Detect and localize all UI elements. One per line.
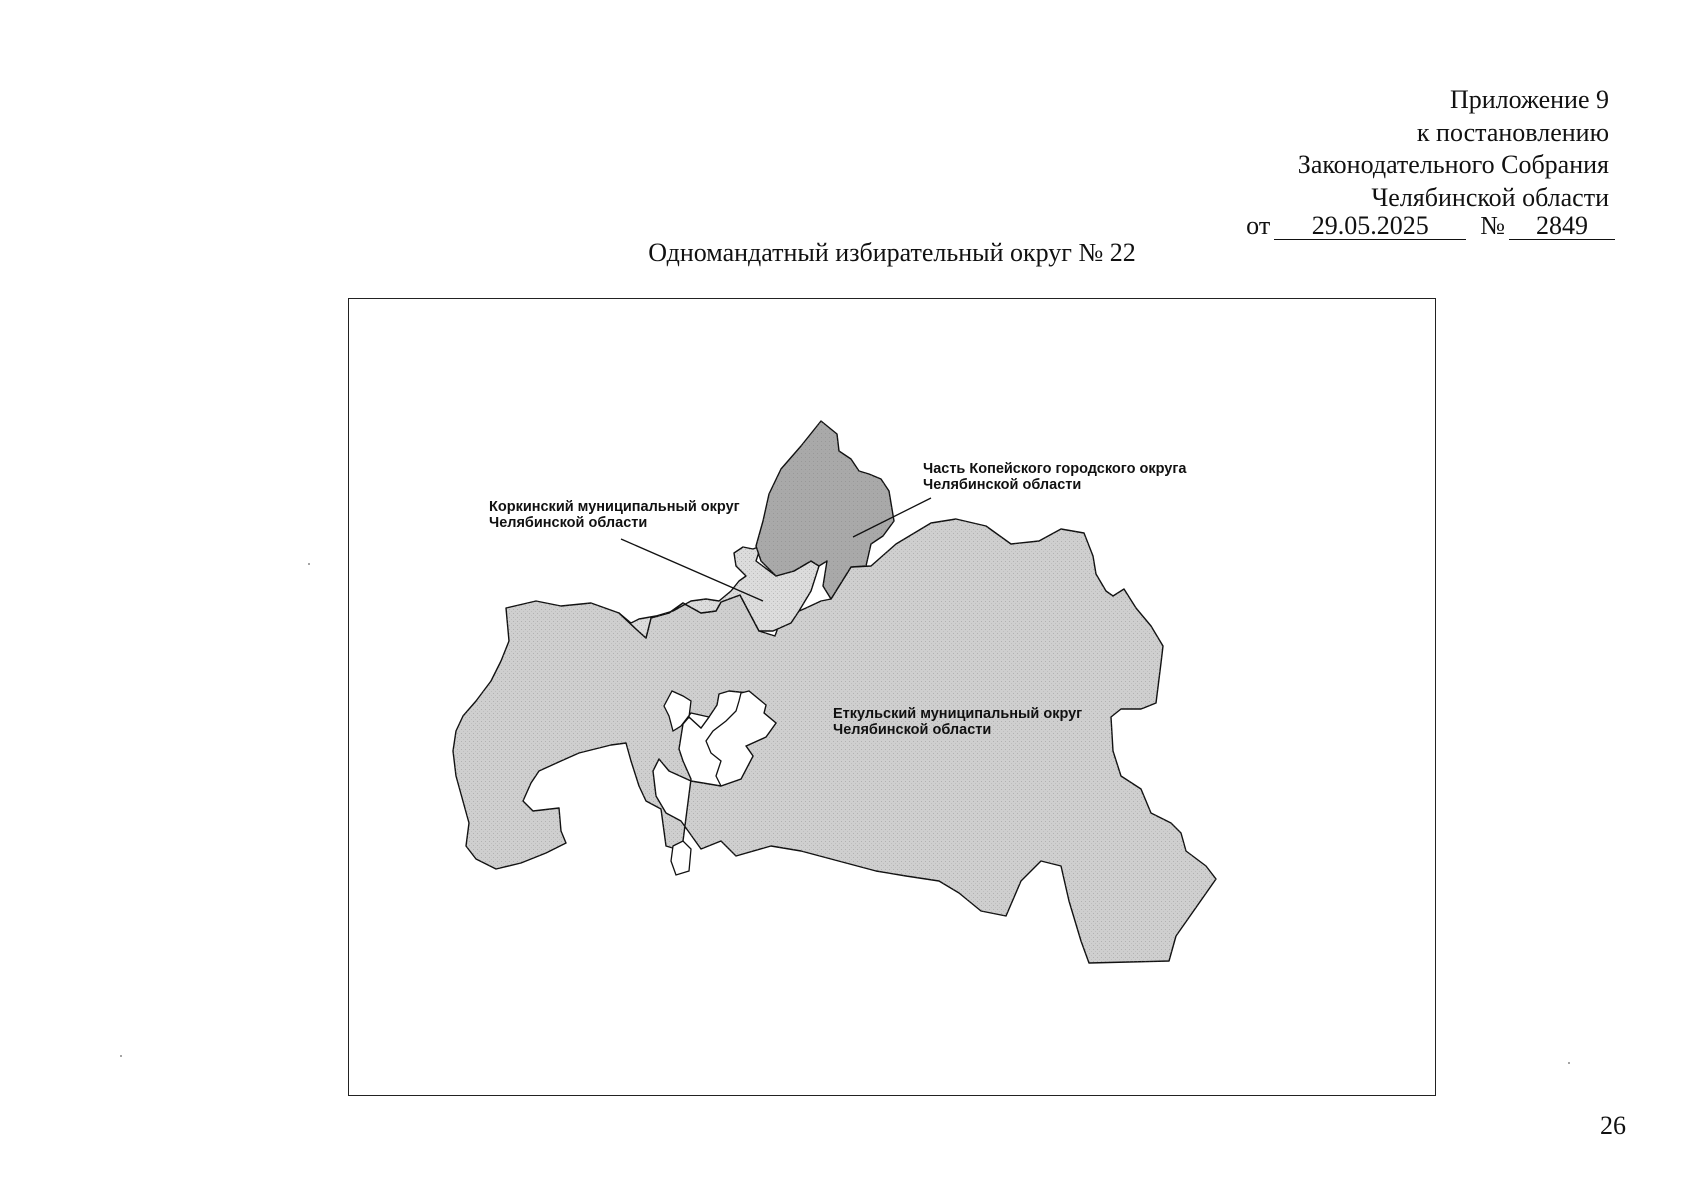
region-label-kopeysk: Челябинской области — [923, 477, 1082, 493]
appendix-line: к постановлению — [1416, 117, 1609, 147]
decree-date: 29.05.2025 — [1274, 209, 1466, 240]
map-frame — [348, 298, 1436, 1096]
decree-number: 2849 — [1509, 209, 1615, 240]
page-number: 26 — [1600, 1111, 1626, 1140]
appendix-line: Приложение 9 — [1449, 85, 1609, 114]
region-label-kopeysk: Часть Копейского городского округа — [923, 461, 1187, 477]
region-label-korkinsky: Коркинский муниципальный округ — [489, 499, 740, 515]
scan-speck — [1568, 1062, 1570, 1064]
appendix-line: Челябинской области — [1371, 182, 1609, 212]
appendix-header — [1298, 84, 1609, 214]
from-prefix: от — [1246, 211, 1271, 240]
region-label-etkulsky: Челябинской области — [833, 722, 992, 738]
enclave — [671, 841, 691, 875]
scan-speck — [308, 563, 310, 565]
district-map — [349, 299, 1435, 1095]
region-label-korkinsky: Челябинской области — [489, 515, 648, 531]
region-label-etkulsky: Еткульский муниципальный округ — [833, 706, 1083, 722]
appendix-line: Законодательного Собрания — [1297, 150, 1609, 179]
scan-speck — [120, 1055, 122, 1057]
page-title: Одномандатный избирательный округ № 22 — [648, 238, 1136, 267]
number-sign: № — [1480, 211, 1505, 240]
